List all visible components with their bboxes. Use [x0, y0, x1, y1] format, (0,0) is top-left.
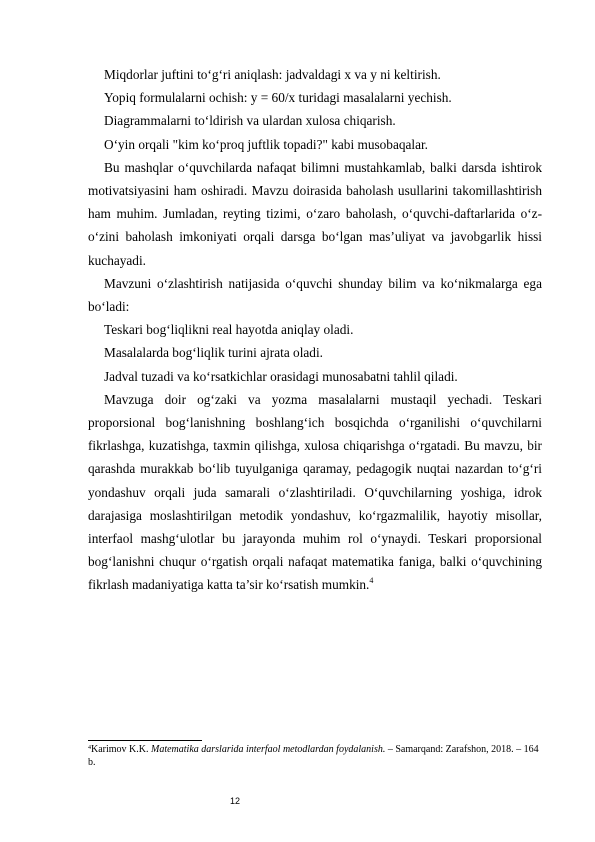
- list-item: Masalalarda bog‘liqlik turini ajrata oladi.: [104, 345, 323, 361]
- body-text: [88, 63, 542, 597]
- footnote-marker: 4: [88, 745, 91, 751]
- footnote-author: Karimov K.K.: [91, 744, 151, 755]
- footnote-reference[interactable]: 4: [369, 576, 374, 586]
- list-item: Miqdorlar juftini to‘g‘ri aniqlash: jadvaldagi x va y ni keltirish.: [104, 67, 441, 82]
- paragraph: Bu mashqlar o‘quvchilarda nafaqat bilimni mustahkamlab, balki darsda ishtirok motivatsiyasini ham oshiradi. Mavzu doirasida baholash usullarini takomillashtirish ham muhim. Jumladan, reyting tizimi, o‘zaro baholash, o‘quvchi-daftarlarida o‘z-o‘zini baholash imkoniyati orqali darsga bo‘lgan mas’uliyat va javobgarlik hissi kuchayadi.: [88, 159, 542, 268]
- list-item: Teskari bog‘liqlikni real hayotda aniqlay oladi.: [104, 322, 354, 338]
- list-item: Diagrammalarni to‘ldirish va ulardan xulosa chiqarish.: [104, 113, 396, 129]
- footnote-divider: [88, 740, 202, 741]
- list-item: Yopiq formulalarni ochish: y = 60/x turidagi masalalarni yechish.: [104, 90, 452, 106]
- paragraph-with-footnote: [88, 388, 542, 597]
- list-item: Jadval tuzadi va ko‘rsatkichlar orasidagi munosabatni tahlil qiladi.: [104, 368, 458, 384]
- footnote-publication: – Samarqand: Zarafshon, 2018. – 164 b.: [88, 744, 539, 768]
- list-item: O‘yin orqali "kim ko‘proq juftlik topadi?" kabi musobaqalar.: [104, 136, 429, 152]
- footnote-title: Matematika darslarida interfaol metodlardan foydalanish.: [151, 744, 386, 755]
- footnote: [88, 743, 548, 769]
- page-number: 12: [230, 796, 241, 806]
- paragraph: Mavzuni o‘zlashtirish natijasida o‘quvchi shunday bilim va ko‘nikmalarga ega bo‘ladi:: [88, 275, 542, 315]
- paragraph-text: Mavzuga doir og‘zaki va yozma masalalarni mustaqil yechadi. Teskari proporsional bog‘lanishning boshlang‘ich bosqichda o‘rganilishi o‘quvchilarni fikrlashga, kuzatishga, taxmin qilishga, xulosa chiqarishga o‘rgatadi. Bu mavzu, bir qarashda murakkab bo‘lib tuyulganiga qaramay, pedagogik nuqtai nazardan to‘g‘ri yondashuv orqali juda samarali o‘zlashtiriladi. O‘quvchilarning yoshiga, idrok darajasiga moslashtirilgan metodik yondashuv, ko‘rgazmalilik, hayotiy misollar, interfaol mashg‘ulotlar bu jarayonda muhim rol o‘ynaydi. Teskari proporsional bog‘lanishni chuqur o‘rgatish orqali nafaqat matematika faniga, balki o‘quvchining fikrlash madaniyatiga katta ta’sir ko‘rsatish mumkin.: [88, 391, 542, 593]
